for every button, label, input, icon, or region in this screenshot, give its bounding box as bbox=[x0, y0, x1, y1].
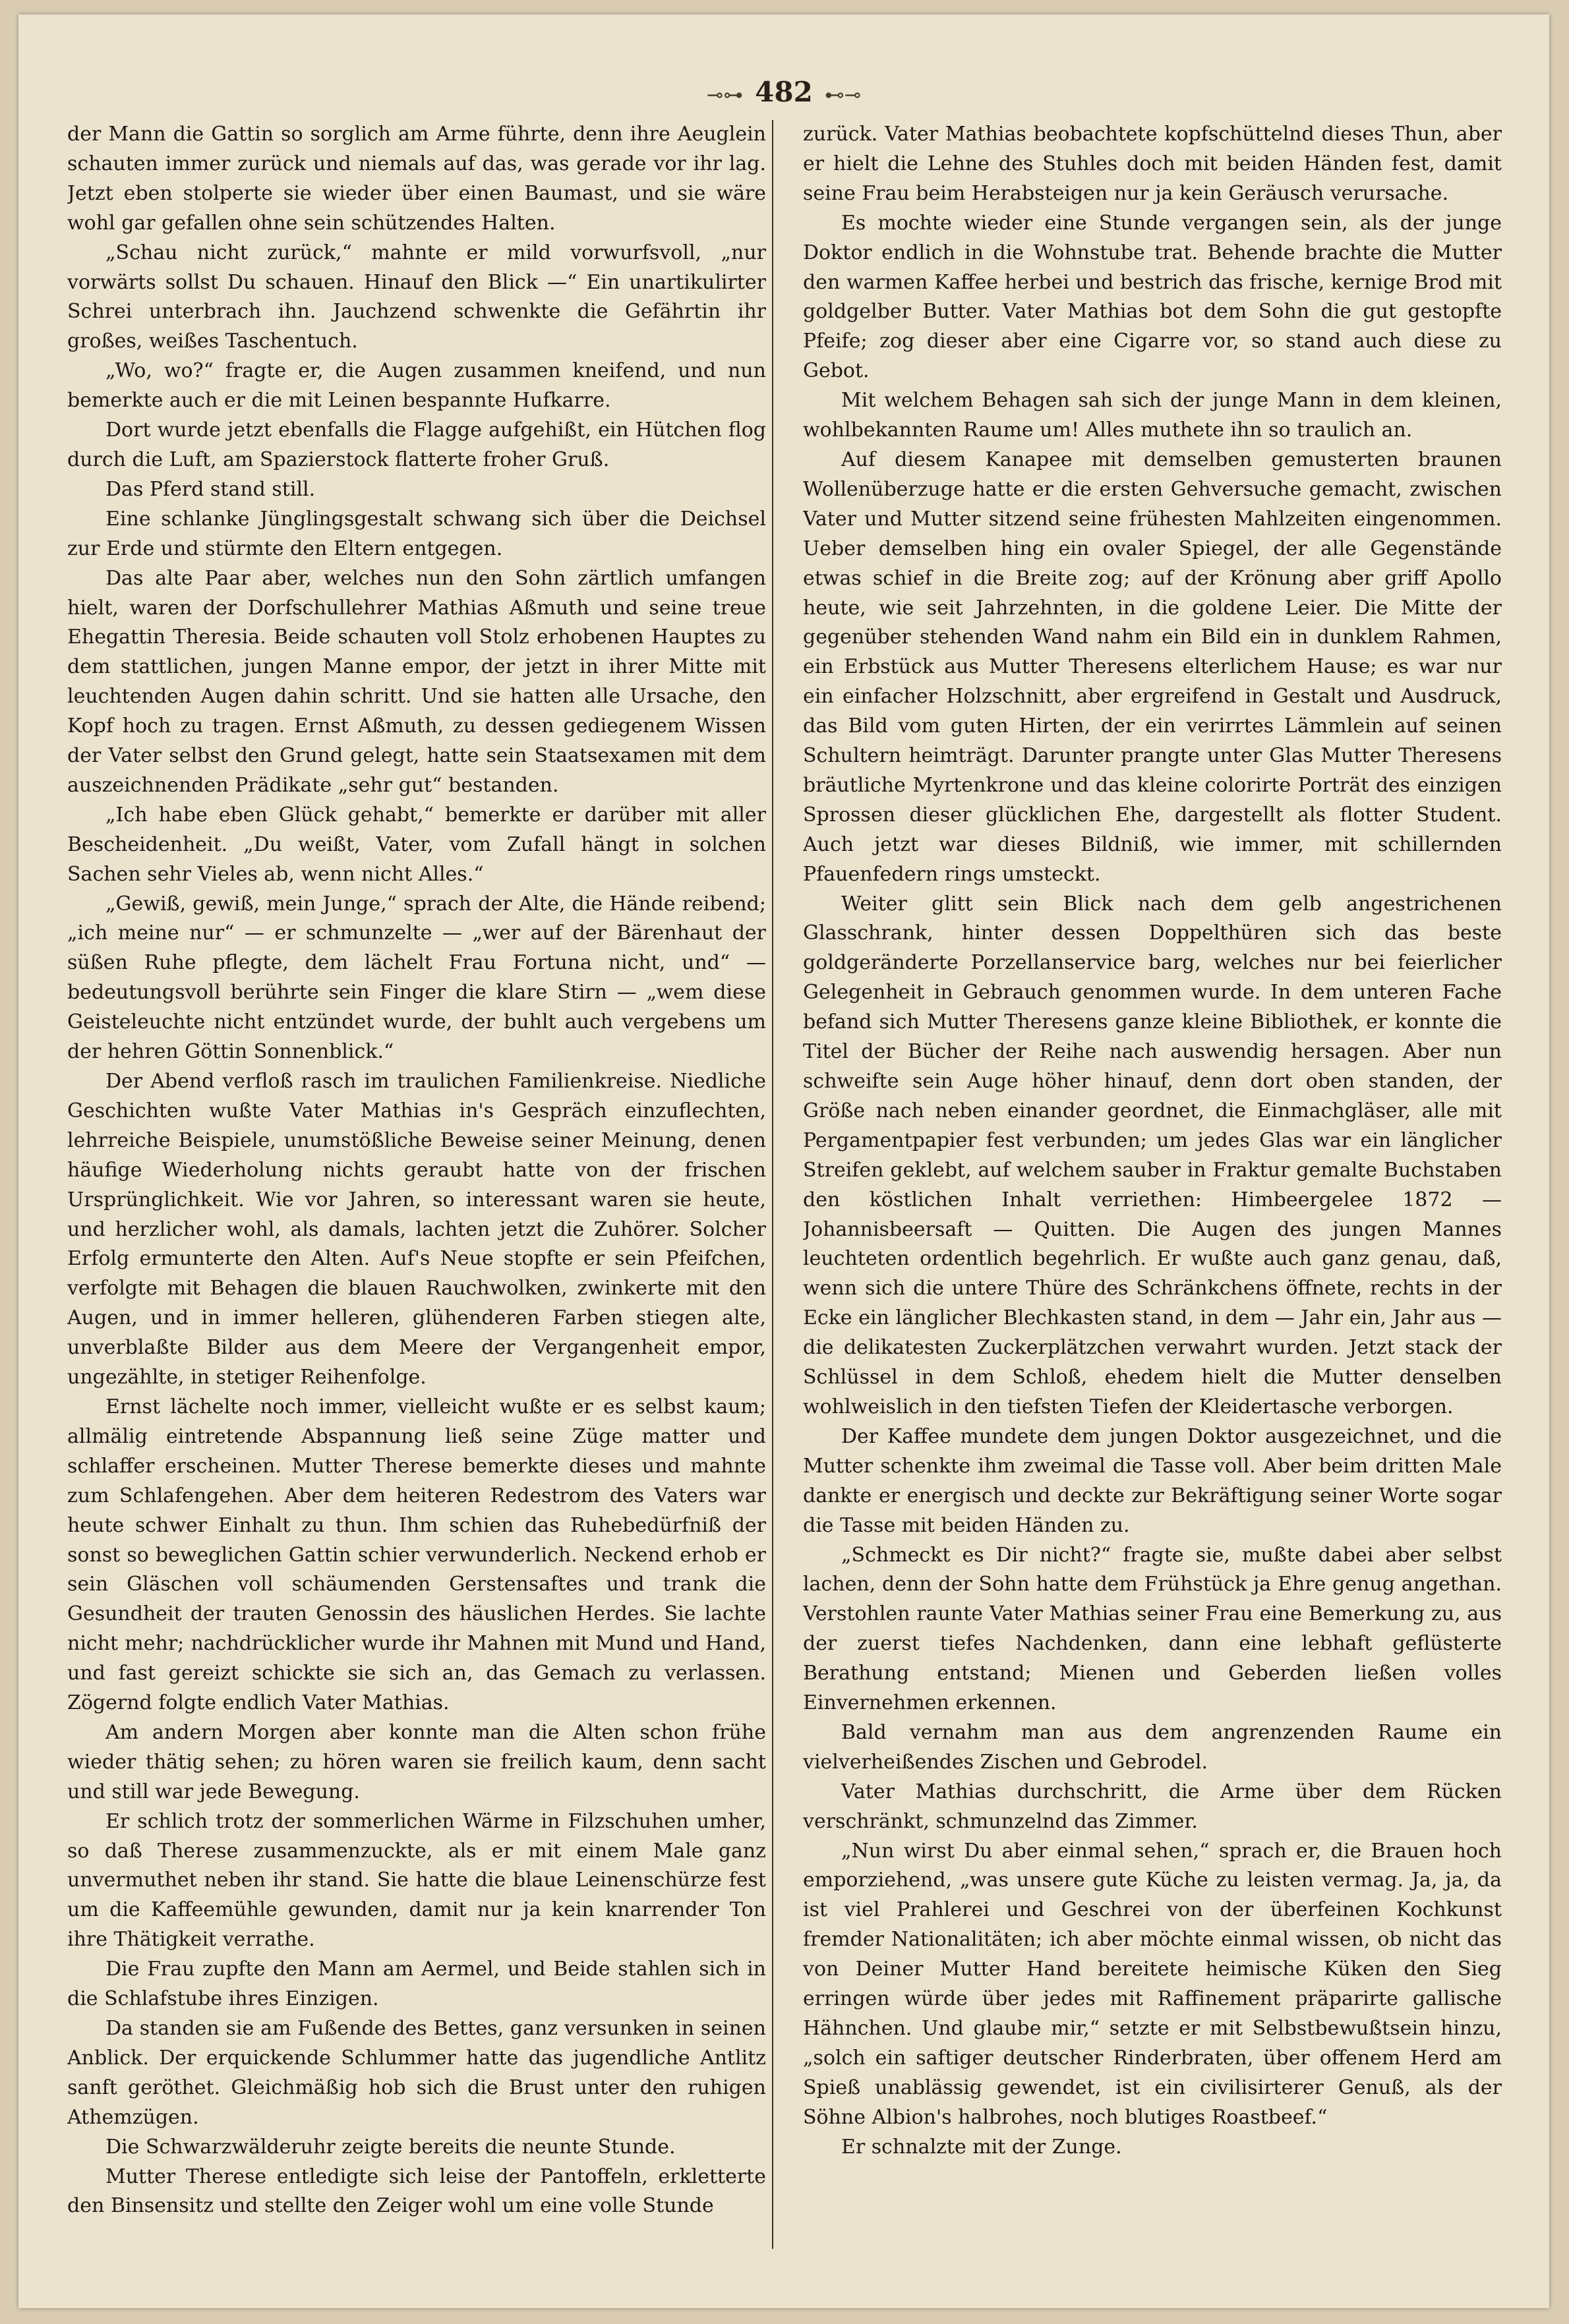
paragraph: Am andern Morgen aber konnte man die Alten schon frühe wieder thätig sehen; zu hören waren sie freilich kaum, denn sacht und still war jede Bewegung. bbox=[67, 1720, 766, 1803]
paragraph: Auf diesem Kanapee mit demselben gemusterten braunen Wollenüberzuge hatte er die ersten Gehversuche gemacht, zwischen Vater und Mutter sitzend seine frühesten Mahlzeiten eingenommen. Ueber demselben hing ein ovaler Spiegel, der alle Gegenstände etwas schief in die Breite zog; auf der Krönung aber griff Apollo heute, wie seit Jahrzehnten, in die goldene Leier. Die Mitte der gegenüber stehenden Wand nahm ein Bild ein in dunklem Rahmen, ein Erbstück aus Mutter Theresens elterlichem Hause; es war nur ein einfacher Holzschnitt, aber ergreifend in Gestalt und Ausdruck, das Bild vom guten Hirten, der ein verirrtes Lämmlein auf seinen Schultern heimträgt. Darunter prangte unter Glas Mutter Theresens bräutliche Myrtenkrone und das kleine colorirte Porträt des einzigen Sprossen dieser glücklichen Ehe, dargestellt als flotter Student. Auch jetzt war dieses Bildniß, wie immer, mit schillernden Pfauenfedern rings umsteckt. bbox=[803, 448, 1502, 886]
column-divider bbox=[772, 120, 773, 2249]
paragraph: Eine schlanke Jünglingsgestalt schwang sich über die Deichsel zur Erde und stürmte den Eltern entgegen. bbox=[67, 507, 766, 560]
right-column bbox=[803, 120, 1502, 2255]
paragraph: Der Kaffee mundete dem jungen Doktor ausgezeichnet, und die Mutter schenkte ihm zweimal die Tasse voll. Aber beim dritten Male dankte er energisch und deckte zur Bekräftigung seiner Worte sogar die Tasse mit beiden Händen zu. bbox=[803, 1424, 1502, 1537]
paragraph: Das alte Paar aber, welches nun den Sohn zärtlich umfangen hielt, waren der Dorfschullehrer Mathias Aßmuth und seine treue Ehegattin Theresia. Beide schauten voll Stolz erhobenen Hauptes zu dem stattlichen, jungen Manne empor, der jetzt in ihrer Mitte mit leuchtenden Augen dahin schritt. Und sie hatten alle Ursache, den Kopf hoch zu tragen. Ernst Aßmuth, zu dessen gediegenem Wissen der Vater selbst den Grund gelegt, hatte sein Staatsexamen mit dem auszeichnenden Prädikate „sehr gut“ bestanden. bbox=[67, 566, 766, 797]
paragraph: Er schnalzte mit der Zunge. bbox=[841, 2135, 1122, 2159]
paragraph: Da standen sie am Fußende des Bettes, ganz versunken in seinen Anblick. Der erquickende Schlummer hatte das jugendliche Antlitz sanft geröthet. Gleichmäßig hob sich die Brust unter den ruhigen Athemzügen. bbox=[67, 2017, 766, 2129]
paragraph: Der Abend verfloß rasch im traulichen Familienkreise. Niedliche Geschichten wußte Vater Mathias in's Gespräch einzuflechten, lehrreiche Beispiele, unumstößliche Beweise seiner Meinung, denen häufige Wiederholung nichts geraubt hatte von der frischen Ursprünglichkeit. Wie vor Jahren, so interessant waren sie heute, und herzlicher wohl, als damals, lachten jetzt die Zuhörer. Solcher Erfolg ermunterte den Alten. Auf's Neue stopfte er sein Pfeifchen, verfolgte mit Behagen die blauen Rauchwolken, zwinkerte mit den Augen, und in immer helleren, glühenderen Farben stiegen alte, unverblaßte Bilder aus dem Meere der Vergangenheit empor, ungezählte, in stetiger Reihenfolge. bbox=[67, 1070, 766, 1389]
page-header bbox=[18, 73, 1549, 112]
paragraph: „Schau nicht zurück,“ mahnte er mild vorwurfsvoll, „nur vorwärts sollst Du schauen. Hinauf den Blick —“ Ein unartikulirter Schrei unterbrach ihn. Jauchzend schwenkte die Gefährtin ihr großes, weißes Taschentuch. bbox=[67, 241, 766, 353]
paragraph: Weiter glitt sein Blick nach dem gelb angestrichenen Glasschrank, hinter dessen Doppelthüren sich das beste goldgeränderte Porzellanservice barg, welches nur bei feierlicher Gelegenheit in Gebrauch genommen wurde. In dem unteren Fache befand sich Mutter Theresens ganze kleine Bibliothek, er konnte die Titel der Bücher der Reihe nach auswendig hersagen. Aber nun schweifte sein Auge höher hinauf, denn dort oben standen, der Größe nach neben einander geordnet, die Einmachgläser, alle mit Pergamentpapier fest verbunden; um jedes Glas war ein länglicher Streifen geklebt, auf welchem sauber in Fraktur gemalte Buchstaben den köstlichen Inhalt verriethen: Himbeergelee 1872 — Johannisbeersaft — Quitten. Die Augen des jungen Mannes leuchteten ordentlich begehrlich. Er wußte auch ganz genau, daß, wenn sich die untere Thüre des Schränkchens öffnete, rechts in der Ecke ein länglicher Blechkasten stand, in dem — Jahr ein, Jahr aus — die delikatesten Zuckerplätzchen verwahrt wurden. Jetzt stack der Schlüssel in dem Schloß, ehedem hielt die Mutter denselben wohlweislich in den tiefsten Tiefen der Kleidertasche verborgen. bbox=[803, 892, 1502, 1418]
paragraph: Dort wurde jetzt ebenfalls die Flagge aufgehißt, ein Hütchen flog durch die Luft, am Spazierstock flatterte froher Gruß. bbox=[67, 419, 766, 471]
paragraph: „Schmeckt es Dir nicht?“ fragte sie, mußte dabei aber selbst lachen, denn der Sohn hatte dem Frühstück ja Ehre genug angethan. Verstohlen raunte Vater Mathias seiner Frau eine Bemerkung zu, aus der zuerst tiefes Nachdenken, dann eine lebhaft geflüsterte Berathung entstand; Mienen und Geberden ließen volles Einvernehmen erkennen. bbox=[803, 1543, 1502, 1715]
paragraph: Die Schwarzwälderuhr zeigte bereits die neunte Stunde. bbox=[105, 2135, 676, 2159]
paragraph: „Nun wirst Du aber einmal sehen,“ sprach er, die Brauen hoch emporziehend, „was unsere gute Küche zu leisten vermag. Ja, ja, da ist viel Prahlerei und Geschrei von der überfeinen Kochkunst fremder Nationalitäten; ich aber möchte einmal wissen, ob nicht das von Deiner Mutter Hand bereitete heimische Küken den Sieg erringen würde über jedes mit Raffinement präparirte gallische Hähnchen. Und glaube mir,“ setzte er mit Selbstbewußtsein hinzu, „solch ein saftiger deutscher Rinderbraten, über offenem Herd am Spieß unablässig gewendet, ist ein civilisirterer Genuß, als der Söhne Albion's halbrohes, noch blutiges Roastbeef.“ bbox=[803, 1839, 1502, 2129]
paragraph: Ernst lächelte noch immer, vielleicht wußte er es selbst kaum; allmälig eintretende Abspannung ließ seine Züge matter und schlaffer erscheinen. Mutter Therese bemerkte dieses und mahnte zum Schlafengehen. Aber dem heiteren Redestrom des Vaters war heute schwer Einhalt zu thun. Ihm schien das Ruhebedürfniß der sonst so beweglichen Gattin schier verwunderlich. Neckend erhob er sein Gläschen voll schäumenden Gerstensaftes und trank die Gesundheit der trauten Genossin des häuslichen Herdes. Sie lachte nicht mehr; nachdrücklicher wurde ihr Mahnen mit Mund und Hand, und fast gereizt schickte sie sich an, das Gemach zu verlassen. Zögernd folgte endlich Vater Mathias. bbox=[67, 1395, 766, 1715]
paragraph: „Gewiß, gewiß, mein Junge,“ sprach der Alte, die Hände reibend; „ich meine nur“ — er schmunzelte — „wer auf der Bärenhaut der süßen Ruhe pflegte, dem lächelt Frau Fortuna nicht, und“ — bedeutungsvoll berührte sein Finger die klare Stirn — „wem diese Geisteleuchte nicht entzündet wurde, der buhlt auch vergebens um der hehren Göttin Sonnenblick.“ bbox=[67, 892, 766, 1064]
page-number: 482 bbox=[755, 76, 813, 108]
paragraph: „Wo, wo?“ fragte er, die Augen zusammen kneifend, und nun bemerkte auch er die mit Leinen bespannte Hufkarre. bbox=[67, 359, 766, 413]
paragraph: Vater Mathias durchschritt, die Arme über dem Rücken verschränkt, schmunzelnd das Zimmer. bbox=[803, 1780, 1502, 1833]
paragraph: Mutter Therese entledigte sich leise der Pantoffeln, erkletterte den Binsensitz und stellte den Zeiger wohl um eine volle Stunde bbox=[67, 2164, 766, 2218]
paragraph: Er schlich trotz der sommerlichen Wärme in Filzschuhen umher, so daß Therese zusammenzuckte, als er mit einem Male ganz unvermuthet neben ihr stand. Sie hatte die blaue Leinenschürze fest um die Kaffeemühle gewunden, damit nur ja kein knarrender Ton ihre Thätigkeit verrathe. bbox=[67, 1809, 766, 1952]
right-ornament-icon: ⊷⊸ bbox=[824, 84, 861, 107]
paragraph: Bald vernahm man aus dem angrenzenden Raume ein vielverheißendes Zischen und Gebrodel. bbox=[803, 1720, 1502, 1774]
paragraph: der Mann die Gattin so sorglich am Arme führte, denn ihre Aeuglein schauten immer zurück und niemals auf das, was gerade vor ihr lag. Jetzt eben stolperte sie wieder über einen Baumast, und sie wäre wohl gar gefallen ohne sein schützendes Halten. bbox=[67, 123, 766, 235]
left-column bbox=[67, 120, 766, 2255]
paragraph: Es mochte wieder eine Stunde vergangen sein, als der junge Doktor endlich in die Wohnstube trat. Behende brachte die Mutter den warmen Kaffee herbei und bestrich das frische, kernige Brod mit goldgelber Butter. Vater Mathias bot dem Sohn die gut gestopfte Pfeife; zog dieser aber eine Cigarre vor, so stand auch diese zu Gebot. bbox=[803, 211, 1502, 383]
paragraph: „Ich habe eben Glück gehabt,“ bemerkte er darüber mit aller Bescheidenheit. „Du weißt, Vater, vom Zufall hängt in solchen Sachen sehr Vieles ab, wenn nicht Alles.“ bbox=[67, 803, 766, 886]
paragraph: Mit welchem Behagen sah sich der junge Mann in dem kleinen, wohlbekannten Raume um! Alles muthete ihn so traulich an. bbox=[803, 389, 1502, 442]
paragraph: zurück. Vater Mathias beobachtete kopfschüttelnd dieses Thun, aber er hielt die Lehne des Stuhles doch mit beiden Händen fest, damit seine Frau beim Herabsteigen nur ja kein Geräusch verursache. bbox=[803, 123, 1502, 205]
left-ornament-icon: ⊸⊶ bbox=[707, 84, 744, 107]
paragraph: Das Pferd stand still. bbox=[105, 477, 316, 501]
newspaper-page bbox=[18, 15, 1549, 2308]
paragraph: Die Frau zupfte den Mann am Aermel, und Beide stahlen sich in die Schlafstube ihres Einzigen. bbox=[67, 1958, 766, 2011]
